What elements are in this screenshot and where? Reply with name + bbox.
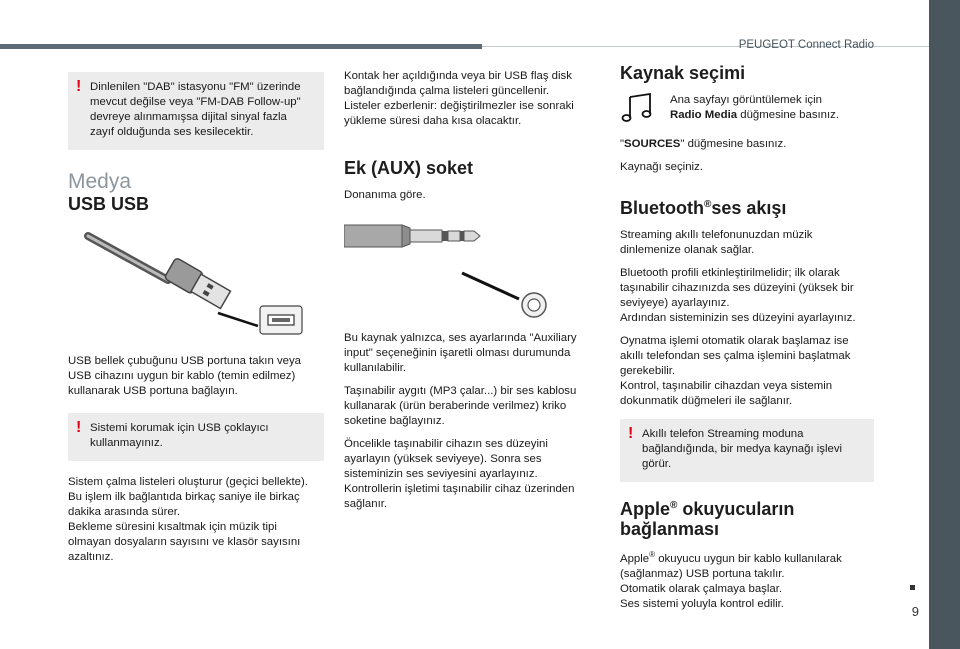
text-line: Ana sayfayı görüntülemek için [670, 94, 822, 106]
text-line: (sağlanmaz) USB portuna takılır. [620, 567, 785, 580]
text-line: Listeler ezberlenir: değiştirilmezler ise sonraki [344, 100, 574, 112]
text-line: Bluetooth profili etkinleştirilmelidir; ilk olarak [620, 267, 840, 279]
text-line: USB bellek çubuğunu USB portuna takın veya [68, 355, 302, 367]
text-line: Bu kaynak yalnızca, ses ayarlarında "Auxiliary [344, 332, 577, 344]
text-line: input" seçeneğinin işaretli olması durumunda [344, 347, 571, 359]
text-line: Sistem çalma listeleri oluşturur (geçici bellekte). [68, 476, 308, 488]
column-1 [68, 72, 324, 573]
text-line: Bekleme süresini kısaltmak için müzik tipi [68, 521, 277, 533]
text-line: bağlandığında çalma listeleri güncellenir. [344, 85, 550, 97]
heading-source-selection: Kaynak seçimi [620, 63, 746, 83]
text-fragment: okuyucuların [677, 499, 795, 519]
text-line: olmayan dosyaların sayısını ve klasör sayısını [68, 536, 301, 548]
text-fragment: Bluetooth [620, 198, 704, 218]
text-line: sisteminizin ses seviyesini ayarlayınız. [344, 468, 538, 480]
text-line: gerekebilir. [620, 365, 676, 377]
registered-mark: ® [703, 199, 712, 210]
text-line: Öncelikle taşınabilir cihazın ses düzeyini [344, 438, 548, 450]
header-bar [0, 44, 482, 49]
playlist-paragraph [68, 475, 324, 565]
radio-media-label: Radio Media [670, 109, 738, 121]
music-note-icon [620, 93, 656, 123]
text-fragment: " [620, 138, 625, 150]
text-line: Kontrollerin işletimi taşınabilir cihaz üzerinden [344, 483, 575, 495]
text-line: dokunmatik düğmeleri ile sağlanır. [620, 395, 793, 407]
heading-aux: Ek (AUX) soket [344, 158, 474, 178]
warning-note-dab [68, 72, 324, 150]
playlist-update-paragraph [344, 69, 594, 129]
aux-connect-paragraph [344, 384, 594, 429]
text-line: kullanarak USB portuna bağlayın. [68, 385, 238, 397]
text-fragment: düğmesine basınız. [737, 109, 840, 121]
text-line: mevcut değilse veya "FM-DAB Follow-up" [90, 96, 301, 108]
text-line: Akıllı telefon Streaming moduna [642, 428, 804, 440]
column-3 [620, 63, 874, 620]
bt-paragraph-2 [620, 266, 874, 326]
text-fragment: Apple [620, 552, 650, 565]
heading-usb: USB USB [68, 194, 150, 214]
page-number: 9 [911, 604, 919, 619]
apple-paragraph [620, 547, 874, 612]
radio-media-instruction [620, 93, 874, 123]
text-line: kullanmayınız. [90, 437, 163, 449]
aux-jack-illustration [344, 211, 594, 321]
text-line: Ses sistemi yoluyla kontrol edilir. [620, 597, 784, 610]
text-line: azaltınız. [68, 551, 114, 563]
bt-paragraph-3 [620, 334, 874, 409]
text-line: Ardından sisteminizin ses düzeyini ayarlayınız. [620, 312, 856, 324]
heading-line [620, 496, 874, 519]
text-line: görür. [642, 458, 672, 470]
usb-instructions [68, 354, 324, 399]
text-line: Sistemi korumak için USB çoklayıcı [90, 422, 269, 434]
text-line: devreye alınmamışsa dijital sinyal fazla [90, 111, 287, 123]
warning-note-usb-hub [68, 413, 324, 461]
text-line [620, 547, 874, 567]
text-line: Dinlenilen "DAB" istasyonu "FM" üzerinde [90, 81, 301, 93]
text-line: soketine bağlayınız. [344, 415, 445, 427]
heading-line: bağlanması [620, 519, 720, 539]
streaming-note [620, 419, 874, 482]
aux-volume-paragraph [344, 437, 594, 512]
heading-bluetooth-streaming [620, 197, 874, 216]
text-line: Kontak her açıldığında veya bir USB flaş disk [344, 70, 572, 82]
select-source-text: Kaynağı seçiniz. [620, 161, 703, 173]
sources-instruction [620, 137, 874, 152]
text-line [670, 108, 839, 123]
text-fragment: Apple [620, 499, 671, 519]
text-line: taşınabilir cihazınızda ses düzeyini (yüksek bir [620, 282, 854, 294]
text-line: akıllı telefondan ses çalma işlemini başlatmak [620, 350, 851, 362]
warning-icon: ! [628, 425, 634, 442]
text-line: ayarlayın (yüksek seviyeye). Sonra ses [344, 453, 542, 465]
text-line: Oynatma işlemi otomatik olarak başlamaz ise [620, 335, 849, 347]
text-line: Otomatik olarak çalmaya başlar. [620, 582, 783, 595]
text-line: zayıf olduğunda ses kesilecektir. [90, 126, 254, 138]
warning-icon: ! [76, 78, 82, 95]
registered-mark: ® [670, 500, 678, 511]
usb-plug-illustration [68, 228, 318, 338]
sources-label: SOURCES [624, 138, 681, 150]
text-line: Taşınabilir aygıtı (MP3 çalar...) bir ses kablosu [344, 385, 577, 397]
text-line: yükleme süresi daha kısa olacaktır. [344, 115, 522, 127]
text-line: USB cihazını uygun bir kablo (temin edilmez) [68, 370, 296, 382]
text-line: seviyeye) ayarlayınız. [620, 297, 730, 309]
text-fragment: " düğmesine basınız. [680, 138, 787, 150]
aux-availability-paragraph [344, 331, 594, 376]
continue-marker [910, 585, 915, 590]
text-line: Kontrol, taşınabilir cihazdan veya sistemin [620, 380, 833, 392]
text-line: Streaming akıllı telefonunuzdan müzik [620, 229, 813, 241]
text-fragment: okuyucu uygun bir kablo kullanılarak [655, 552, 842, 565]
warning-icon: ! [76, 419, 82, 436]
registered-mark: ® [649, 550, 656, 559]
column-2 [344, 69, 594, 520]
aux-intro: Donanıma göre. [344, 189, 426, 201]
heading-apple-connection [620, 496, 874, 539]
text-line: Bu işlem ilk bağlantıda birkaç saniye ile birkaç [68, 491, 300, 503]
page-header-title: PEUGEOT Connect Radio [738, 39, 874, 51]
section-title-medya: Medya [68, 170, 132, 193]
text-line: kullanarak (ürün beraberinde verilmez) kriko [344, 400, 567, 412]
text-line: kullanılabilir. [344, 362, 407, 374]
text-line: dinlemenize olanak sağlar. [620, 244, 755, 256]
bt-paragraph-1 [620, 228, 874, 258]
side-bar [929, 0, 960, 649]
text-fragment: ses akışı [711, 198, 787, 218]
text-line: bağlandığında, bir medya kaynağı işlevi [642, 443, 843, 455]
text-line: dakika arasında sürer. [68, 506, 181, 518]
text-line: sağlanır. [344, 498, 388, 510]
